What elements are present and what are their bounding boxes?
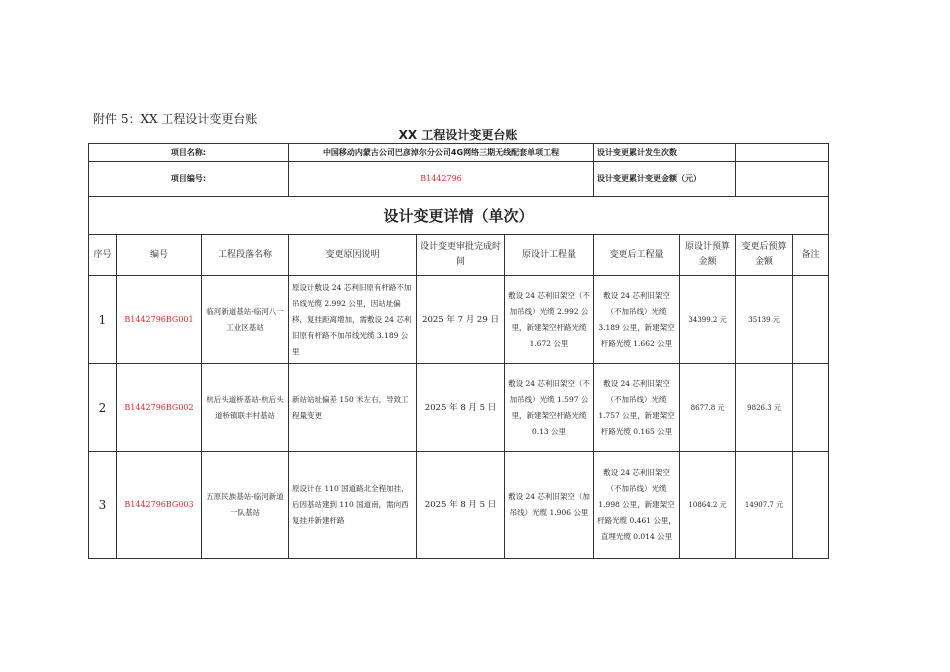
row-orig-qty: 敷设 24 芯利旧架空（加吊线）光缆 1.906 公里: [505, 452, 594, 559]
table-row: [89, 364, 829, 452]
row-code: B1442796BG003: [117, 452, 202, 559]
table-row: [89, 452, 829, 559]
row-new-budget: 9826.3 元: [736, 364, 793, 452]
header-new-qty: 变更后工程量: [594, 235, 680, 276]
change-amount-value: [736, 162, 829, 197]
row-new-budget: 35139 元: [736, 276, 793, 364]
attachment-label: 附件 5：XX 工程设计变更台账: [93, 112, 258, 126]
row-new-qty: 敷设 24 芯利旧架空（不加吊线）光缆 1.757 公里，新建架空杆路光缆 0.165 公里: [594, 364, 680, 452]
row-segment: 临河新道基站-临河八一工业区基站: [202, 276, 289, 364]
row-segment: 杭后头道桥基站-杭后头道桥镇联丰村基站: [202, 364, 289, 452]
table-row: [89, 276, 829, 364]
row-orig-qty: 敷设 24 芯利旧架空（不加吊线）光缆 2.992 公里，新建架空杆路光缆 1.672 公里: [505, 276, 594, 364]
header-approval: 设计变更审批完成时间: [417, 235, 505, 276]
header-remark: 备注: [793, 235, 829, 276]
row-seq: 1: [89, 276, 117, 364]
row-orig-budget: 8677.8 元: [680, 364, 736, 452]
change-amount-label: 设计变更累计变更金额（元）: [594, 162, 736, 197]
project-code-value: B1442796: [289, 162, 594, 197]
header-orig-qty: 原设计工程量: [505, 235, 594, 276]
project-name-label: 项目名称:: [89, 144, 289, 162]
row-orig-budget: 34399.2 元: [680, 276, 736, 364]
row-seq: 3: [89, 452, 117, 559]
row-seq: 2: [89, 364, 117, 452]
change-ledger-table: [88, 143, 829, 559]
header-seq: 序号: [89, 235, 117, 276]
header-new-budget: 变更后预算金额: [736, 235, 793, 276]
row-remark: [793, 452, 829, 559]
header-reason: 变更原因说明: [289, 235, 417, 276]
row-orig-qty: 敷设 24 芯利旧架空（不加吊线）光缆 1.597 公里，新建架空杆路光缆 0.13 公里: [505, 364, 594, 452]
row-segment: 五原民族基站-临河新道一队基站: [202, 452, 289, 559]
document-title: XX 工程设计变更台账: [398, 128, 518, 142]
header-segment: 工程段落名称: [202, 235, 289, 276]
row-code: B1442796BG002: [117, 364, 202, 452]
row-remark: [793, 364, 829, 452]
row-approval: 2025 年 8 月 5 日: [417, 364, 505, 452]
project-code-label: 项目编号:: [89, 162, 289, 197]
row-reason: 新站站址偏差 150 米左右，导致工程量变更: [289, 364, 417, 452]
row-reason: 原设计敷设 24 芯利旧原有杆路不加吊线光缆 2.992 公里，因站址偏移，复挂距离增加，需敷设 24 芯利旧原有杆路不加吊线光缆 3.189 公里: [289, 276, 417, 364]
row-approval: 2025 年 8 月 5 日: [417, 452, 505, 559]
row-approval: 2025 年 7 月 29 日: [417, 276, 505, 364]
header-code: 编号: [117, 235, 202, 276]
row-code: B1442796BG001: [117, 276, 202, 364]
row-orig-budget: 10864.2 元: [680, 452, 736, 559]
row-remark: [793, 276, 829, 364]
header-orig-budget: 原设计预算金额: [680, 235, 736, 276]
change-count-label: 设计变更累计发生次数: [594, 144, 736, 162]
project-name-value: 中国移动内蒙古公司巴彦淖尔分公司4G网络三期无线配套单项工程: [289, 144, 594, 162]
row-new-qty: 敷设 24 芯利旧架空（不加吊线）光缆 3.189 公里，新建架空杆路光缆 1.662 公里: [594, 276, 680, 364]
row-new-budget: 14907.7 元: [736, 452, 793, 559]
header-row: [89, 235, 829, 276]
section-title: 设计变更详情（单次）: [89, 197, 829, 235]
change-count-value: [736, 144, 829, 162]
row-reason: 原设计在 110 国道路北全程加挂，后因基站建到 110 国道南，需向西复挂并新建杆路: [289, 452, 417, 559]
row-new-qty: 敷设 24 芯利旧架空（不加吊线）光缆 1.998 公里，新建架空杆路光缆 0.461 公里，直埋光缆 0.014 公里: [594, 452, 680, 559]
